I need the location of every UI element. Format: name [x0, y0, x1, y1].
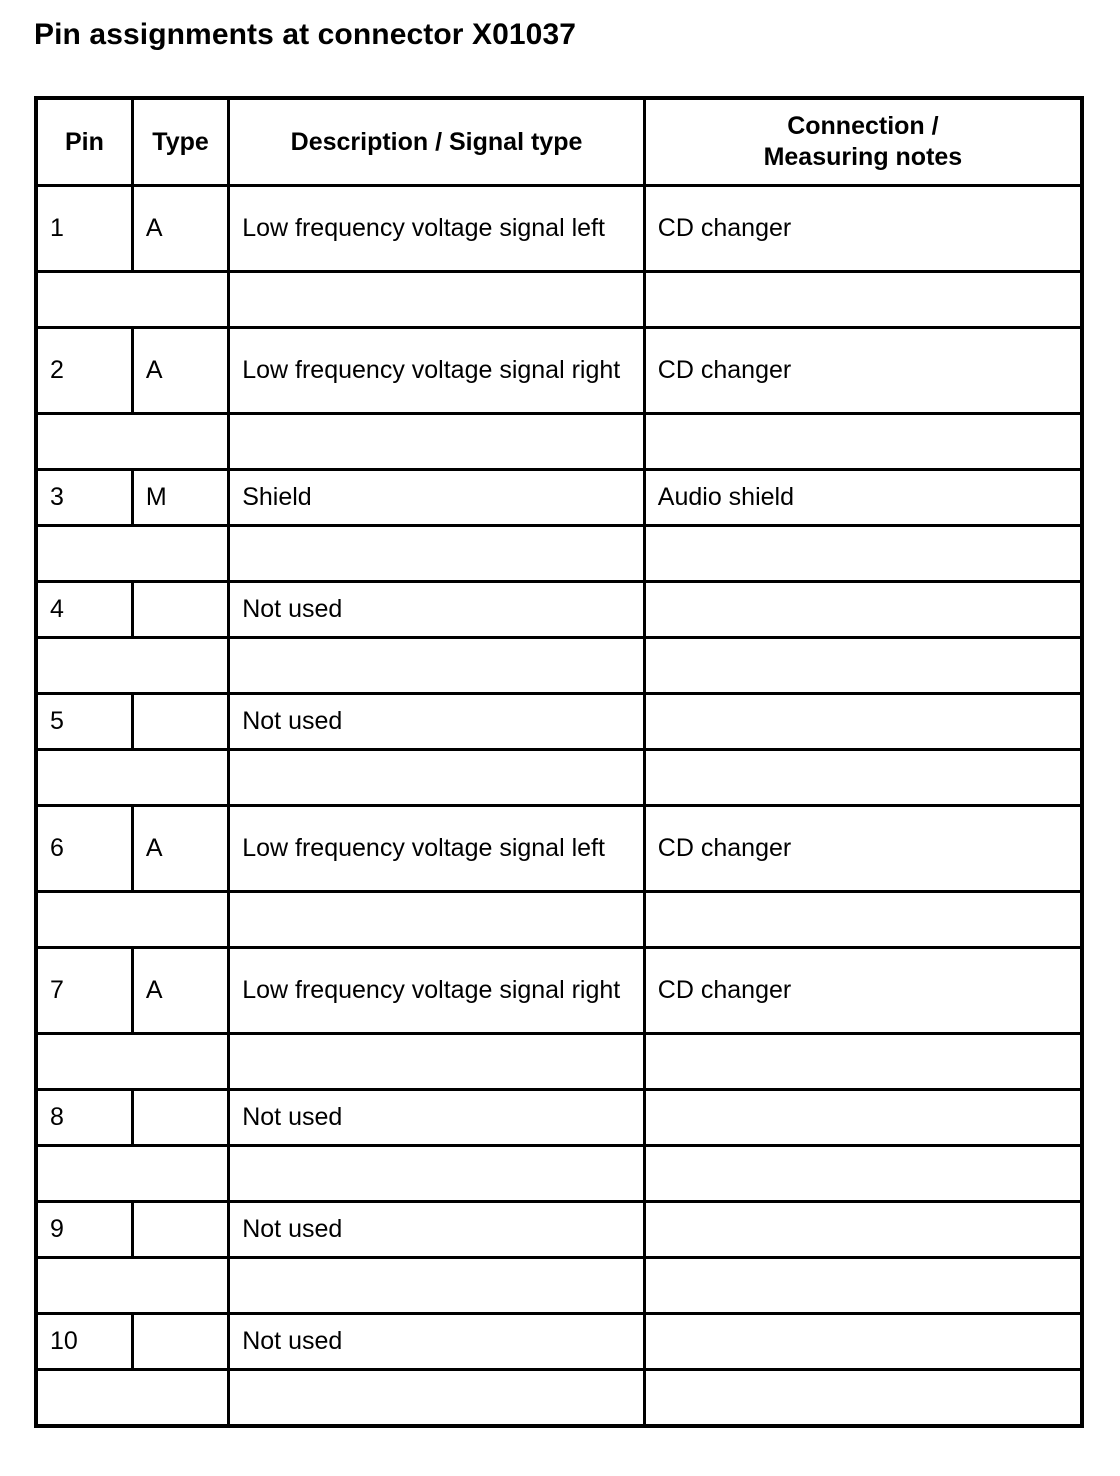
- spacer-cell: [644, 1034, 1082, 1090]
- spacer-cell: [36, 1370, 229, 1427]
- cell-connection: CD changer: [644, 186, 1082, 272]
- spacer-cell: [644, 892, 1082, 948]
- spacer-cell: [36, 414, 229, 470]
- spacer-row: [36, 414, 1082, 470]
- spacer-cell: [229, 1370, 645, 1427]
- header-connection-line1: Connection /: [787, 112, 939, 140]
- cell-description: Shield: [229, 470, 645, 526]
- cell-type: A: [132, 186, 228, 272]
- spacer-cell: [36, 1034, 229, 1090]
- spacer-row: [36, 1258, 1082, 1314]
- header-pin: Pin: [36, 98, 132, 186]
- spacer-cell: [229, 414, 645, 470]
- spacer-cell: [36, 750, 229, 806]
- spacer-cell: [36, 638, 229, 694]
- cell-type: A: [132, 328, 228, 414]
- table-row: [36, 1202, 1082, 1258]
- spacer-cell: [644, 1258, 1082, 1314]
- spacer-row: [36, 1370, 1082, 1427]
- spacer-cell: [229, 892, 645, 948]
- cell-pin: 4: [36, 582, 132, 638]
- spacer-row: [36, 272, 1082, 328]
- cell-description: Not used: [229, 1202, 645, 1258]
- spacer-cell: [229, 526, 645, 582]
- spacer-cell: [644, 1370, 1082, 1427]
- table-row: [36, 1314, 1082, 1370]
- spacer-cell: [644, 638, 1082, 694]
- spacer-cell: [229, 638, 645, 694]
- spacer-cell: [36, 1258, 229, 1314]
- spacer-cell: [229, 750, 645, 806]
- spacer-cell: [36, 1146, 229, 1202]
- spacer-row: [36, 750, 1082, 806]
- cell-pin: 1: [36, 186, 132, 272]
- cell-pin: 3: [36, 470, 132, 526]
- spacer-row: [36, 638, 1082, 694]
- cell-type: [132, 582, 228, 638]
- spacer-row: [36, 1034, 1082, 1090]
- cell-pin: 10: [36, 1314, 132, 1370]
- cell-type: [132, 1314, 228, 1370]
- cell-connection: [644, 694, 1082, 750]
- cell-type: A: [132, 948, 228, 1034]
- cell-connection: CD changer: [644, 328, 1082, 414]
- spacer-cell: [36, 892, 229, 948]
- cell-pin: 6: [36, 806, 132, 892]
- cell-connection: CD changer: [644, 806, 1082, 892]
- table-row: [36, 186, 1082, 272]
- cell-description: Low frequency voltage signal left: [229, 186, 645, 272]
- cell-connection: [644, 582, 1082, 638]
- cell-description: Not used: [229, 1314, 645, 1370]
- table-row: [36, 328, 1082, 414]
- cell-type: M: [132, 470, 228, 526]
- spacer-row: [36, 892, 1082, 948]
- table-row: [36, 694, 1082, 750]
- spacer-cell: [229, 1258, 645, 1314]
- cell-connection: CD changer: [644, 948, 1082, 1034]
- cell-type: [132, 1202, 228, 1258]
- cell-connection: [644, 1314, 1082, 1370]
- table-row: [36, 470, 1082, 526]
- cell-description: Not used: [229, 1090, 645, 1146]
- spacer-cell: [644, 526, 1082, 582]
- spacer-cell: [644, 1146, 1082, 1202]
- cell-pin: 8: [36, 1090, 132, 1146]
- page-title: Pin assignments at connector X01037: [34, 18, 577, 51]
- cell-description: Low frequency voltage signal right: [229, 328, 645, 414]
- cell-description: Low frequency voltage signal right: [229, 948, 645, 1034]
- spacer-cell: [229, 1034, 645, 1090]
- spacer-cell: [229, 1146, 645, 1202]
- cell-type: [132, 1090, 228, 1146]
- cell-type: [132, 694, 228, 750]
- table-row: [36, 582, 1082, 638]
- cell-pin: 7: [36, 948, 132, 1034]
- cell-description: Not used: [229, 582, 645, 638]
- spacer-cell: [644, 272, 1082, 328]
- table-row: [36, 1090, 1082, 1146]
- spacer-row: [36, 1146, 1082, 1202]
- header-connection: [644, 98, 1082, 186]
- table-row: [36, 806, 1082, 892]
- cell-type: A: [132, 806, 228, 892]
- header-type: Type: [132, 98, 228, 186]
- table-row: [36, 948, 1082, 1034]
- header-description: Description / Signal type: [229, 98, 645, 186]
- cell-connection: [644, 1202, 1082, 1258]
- cell-connection: Audio shield: [644, 470, 1082, 526]
- cell-description: Low frequency voltage signal left: [229, 806, 645, 892]
- cell-pin: 5: [36, 694, 132, 750]
- spacer-cell: [229, 272, 645, 328]
- spacer-cell: [36, 526, 229, 582]
- spacer-cell: [644, 414, 1082, 470]
- spacer-cell: [644, 750, 1082, 806]
- pin-assignment-table: [34, 96, 1084, 1428]
- table-header-row: [36, 98, 1082, 186]
- spacer-cell: [36, 272, 229, 328]
- cell-connection: [644, 1090, 1082, 1146]
- cell-pin: 2: [36, 328, 132, 414]
- spacer-row: [36, 526, 1082, 582]
- cell-pin: 9: [36, 1202, 132, 1258]
- cell-description: Not used: [229, 694, 645, 750]
- header-connection-line2: Measuring notes: [763, 143, 963, 171]
